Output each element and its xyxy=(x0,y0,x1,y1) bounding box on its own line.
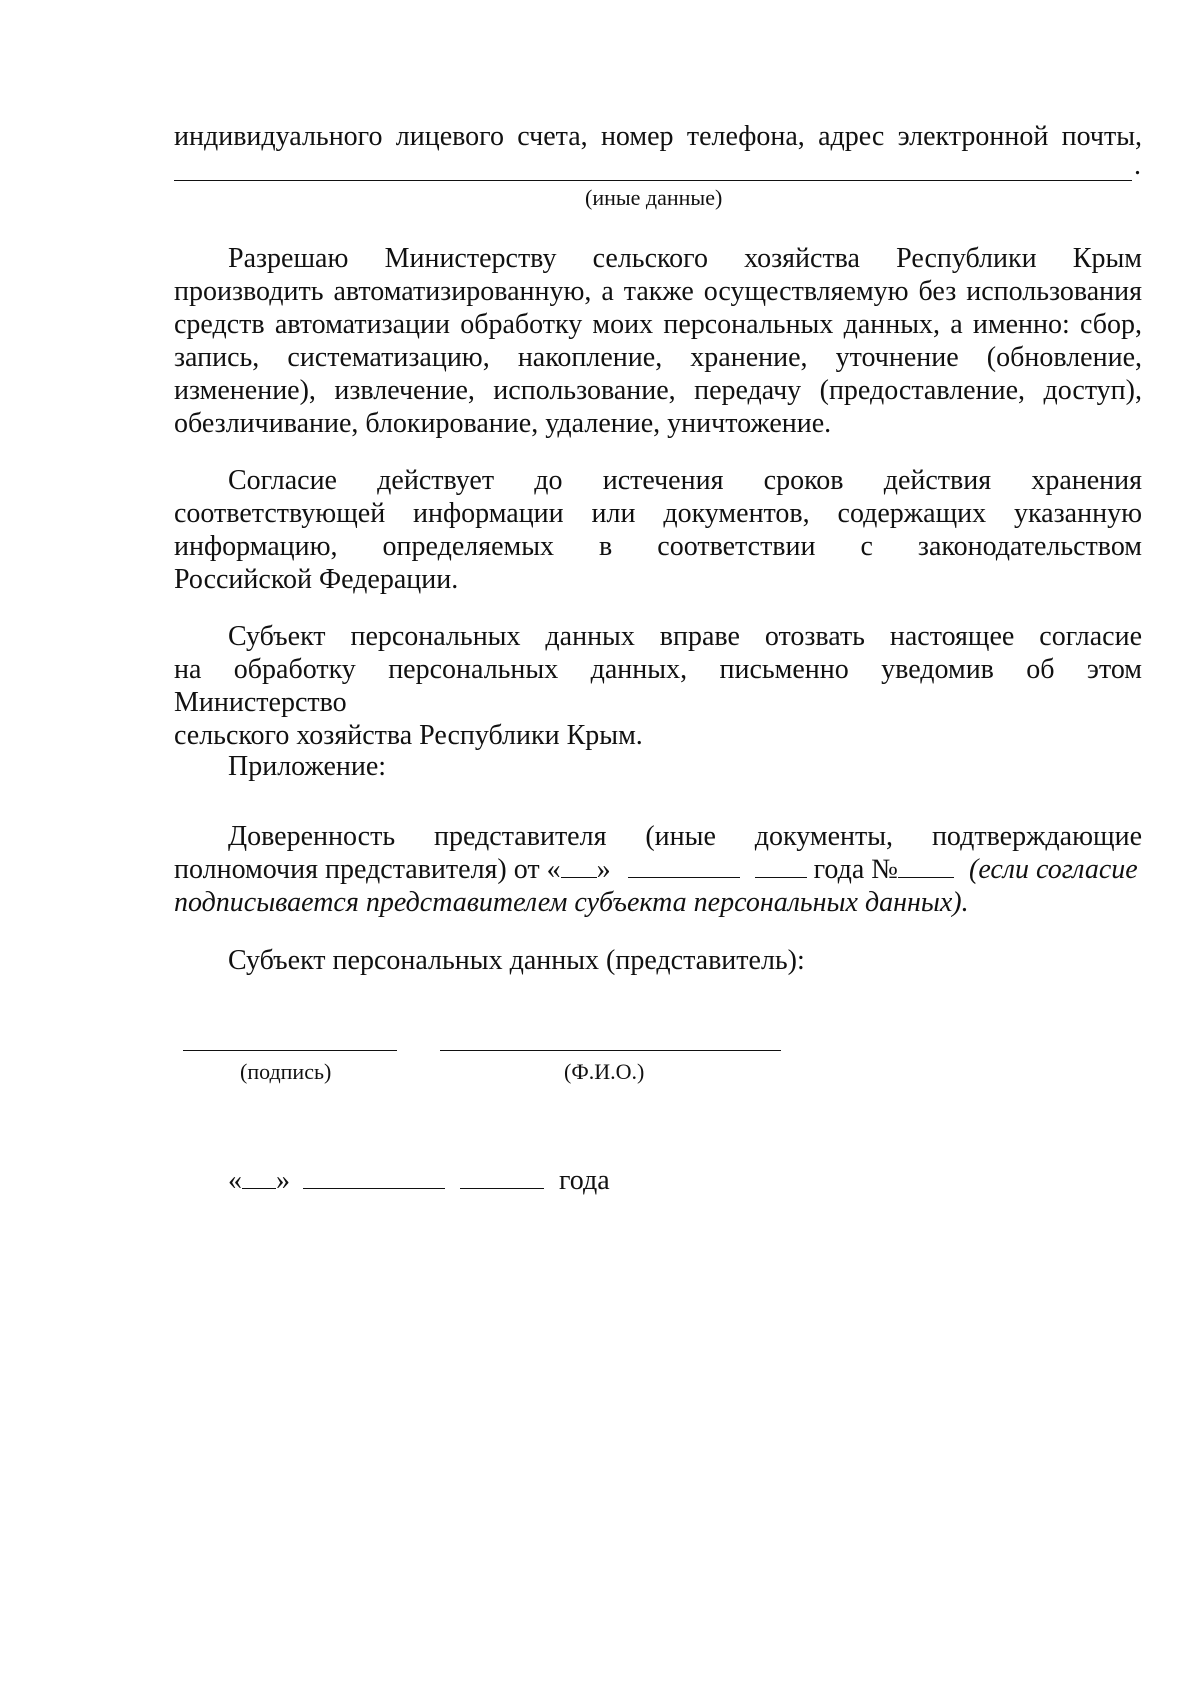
other-data-caption: (иные данные) xyxy=(585,185,723,210)
signature-caption: (подпись) xyxy=(240,1059,332,1084)
p1-line: изменение), извлечение, использование, передачу (предоставление, доступ), xyxy=(174,375,1142,406)
p2-line: Согласие действует до истечения сроков действия хранения xyxy=(228,465,1142,496)
p3-line: Субъект персональных данных вправе отозвать настоящее согласие xyxy=(228,621,1142,652)
date-open-quote: « xyxy=(228,1165,242,1196)
p2-line: соответствующей информации или документов, содержащих указанную xyxy=(174,498,1142,529)
p1-line: запись, систематизацию, накопление, хранение, уточнение (обновление, xyxy=(174,342,1142,373)
p4-line1: Доверенность представителя (иные документы, подтверждающие xyxy=(228,821,1142,852)
date-month-blank xyxy=(303,1164,445,1189)
p4-line2-italic: (если согласие xyxy=(969,854,1138,885)
paragraph-consent-validity xyxy=(174,464,1142,596)
paragraph-consent-processing xyxy=(174,242,1142,440)
fio-line xyxy=(440,1050,781,1051)
p4-line2-close-quote: » xyxy=(596,854,611,885)
year-blank xyxy=(755,853,807,878)
p4-line2-year-number: года № xyxy=(813,854,898,885)
appendix-heading xyxy=(174,750,1142,783)
date-line xyxy=(228,1164,610,1197)
p4-line2 xyxy=(174,853,1142,886)
date-year-blank xyxy=(460,1164,544,1189)
day-blank xyxy=(561,853,597,878)
p1-line: средств автоматизации обработку моих персональных данных, а именно: сбор, xyxy=(174,309,1142,340)
date-close-quote: » xyxy=(276,1165,290,1196)
p2-line: информацию, определяемых в соответствии с законодательством xyxy=(174,531,1142,562)
other-data-line xyxy=(174,180,1132,181)
appendix-label: Приложение: xyxy=(228,751,387,782)
subject-signature-heading xyxy=(174,944,1142,977)
number-blank xyxy=(898,853,954,878)
p1-line: производить автоматизированную, а также осуществляемую без использования xyxy=(174,276,1142,307)
subject-label: Субъект персональных данных (представитель): xyxy=(228,945,805,976)
p3-line: на обработку персональных данных, письменно уведомив об этом Министерство xyxy=(174,654,1142,718)
p3-line: сельского хозяйства Республики Крым. xyxy=(174,720,643,751)
p4-line3: подписывается представителем субъекта персональных данных). xyxy=(174,887,969,918)
date-year-label: года xyxy=(559,1165,610,1196)
month-blank xyxy=(628,853,740,878)
fio-caption: (Ф.И.О.) xyxy=(564,1059,645,1084)
p2-line: Российской Федерации. xyxy=(174,564,459,595)
date-day-blank xyxy=(242,1164,276,1189)
p4-line2-start: полномочия представителя) от « xyxy=(174,854,561,885)
top-line-text: индивидуального лицевого счета, номер телефона, адрес электронной почты, xyxy=(174,121,1142,152)
paragraph-consent-revocation xyxy=(174,620,1142,752)
paragraph-power-of-attorney xyxy=(174,820,1142,919)
other-data-period: . xyxy=(1134,150,1141,181)
p1-line: обезличивание, блокирование, удаление, уничтожение. xyxy=(174,408,832,439)
signature-line xyxy=(183,1050,397,1051)
p1-line: Разрешаю Министерству сельского хозяйства Республики Крым xyxy=(228,243,1142,274)
top-line xyxy=(174,120,1142,153)
